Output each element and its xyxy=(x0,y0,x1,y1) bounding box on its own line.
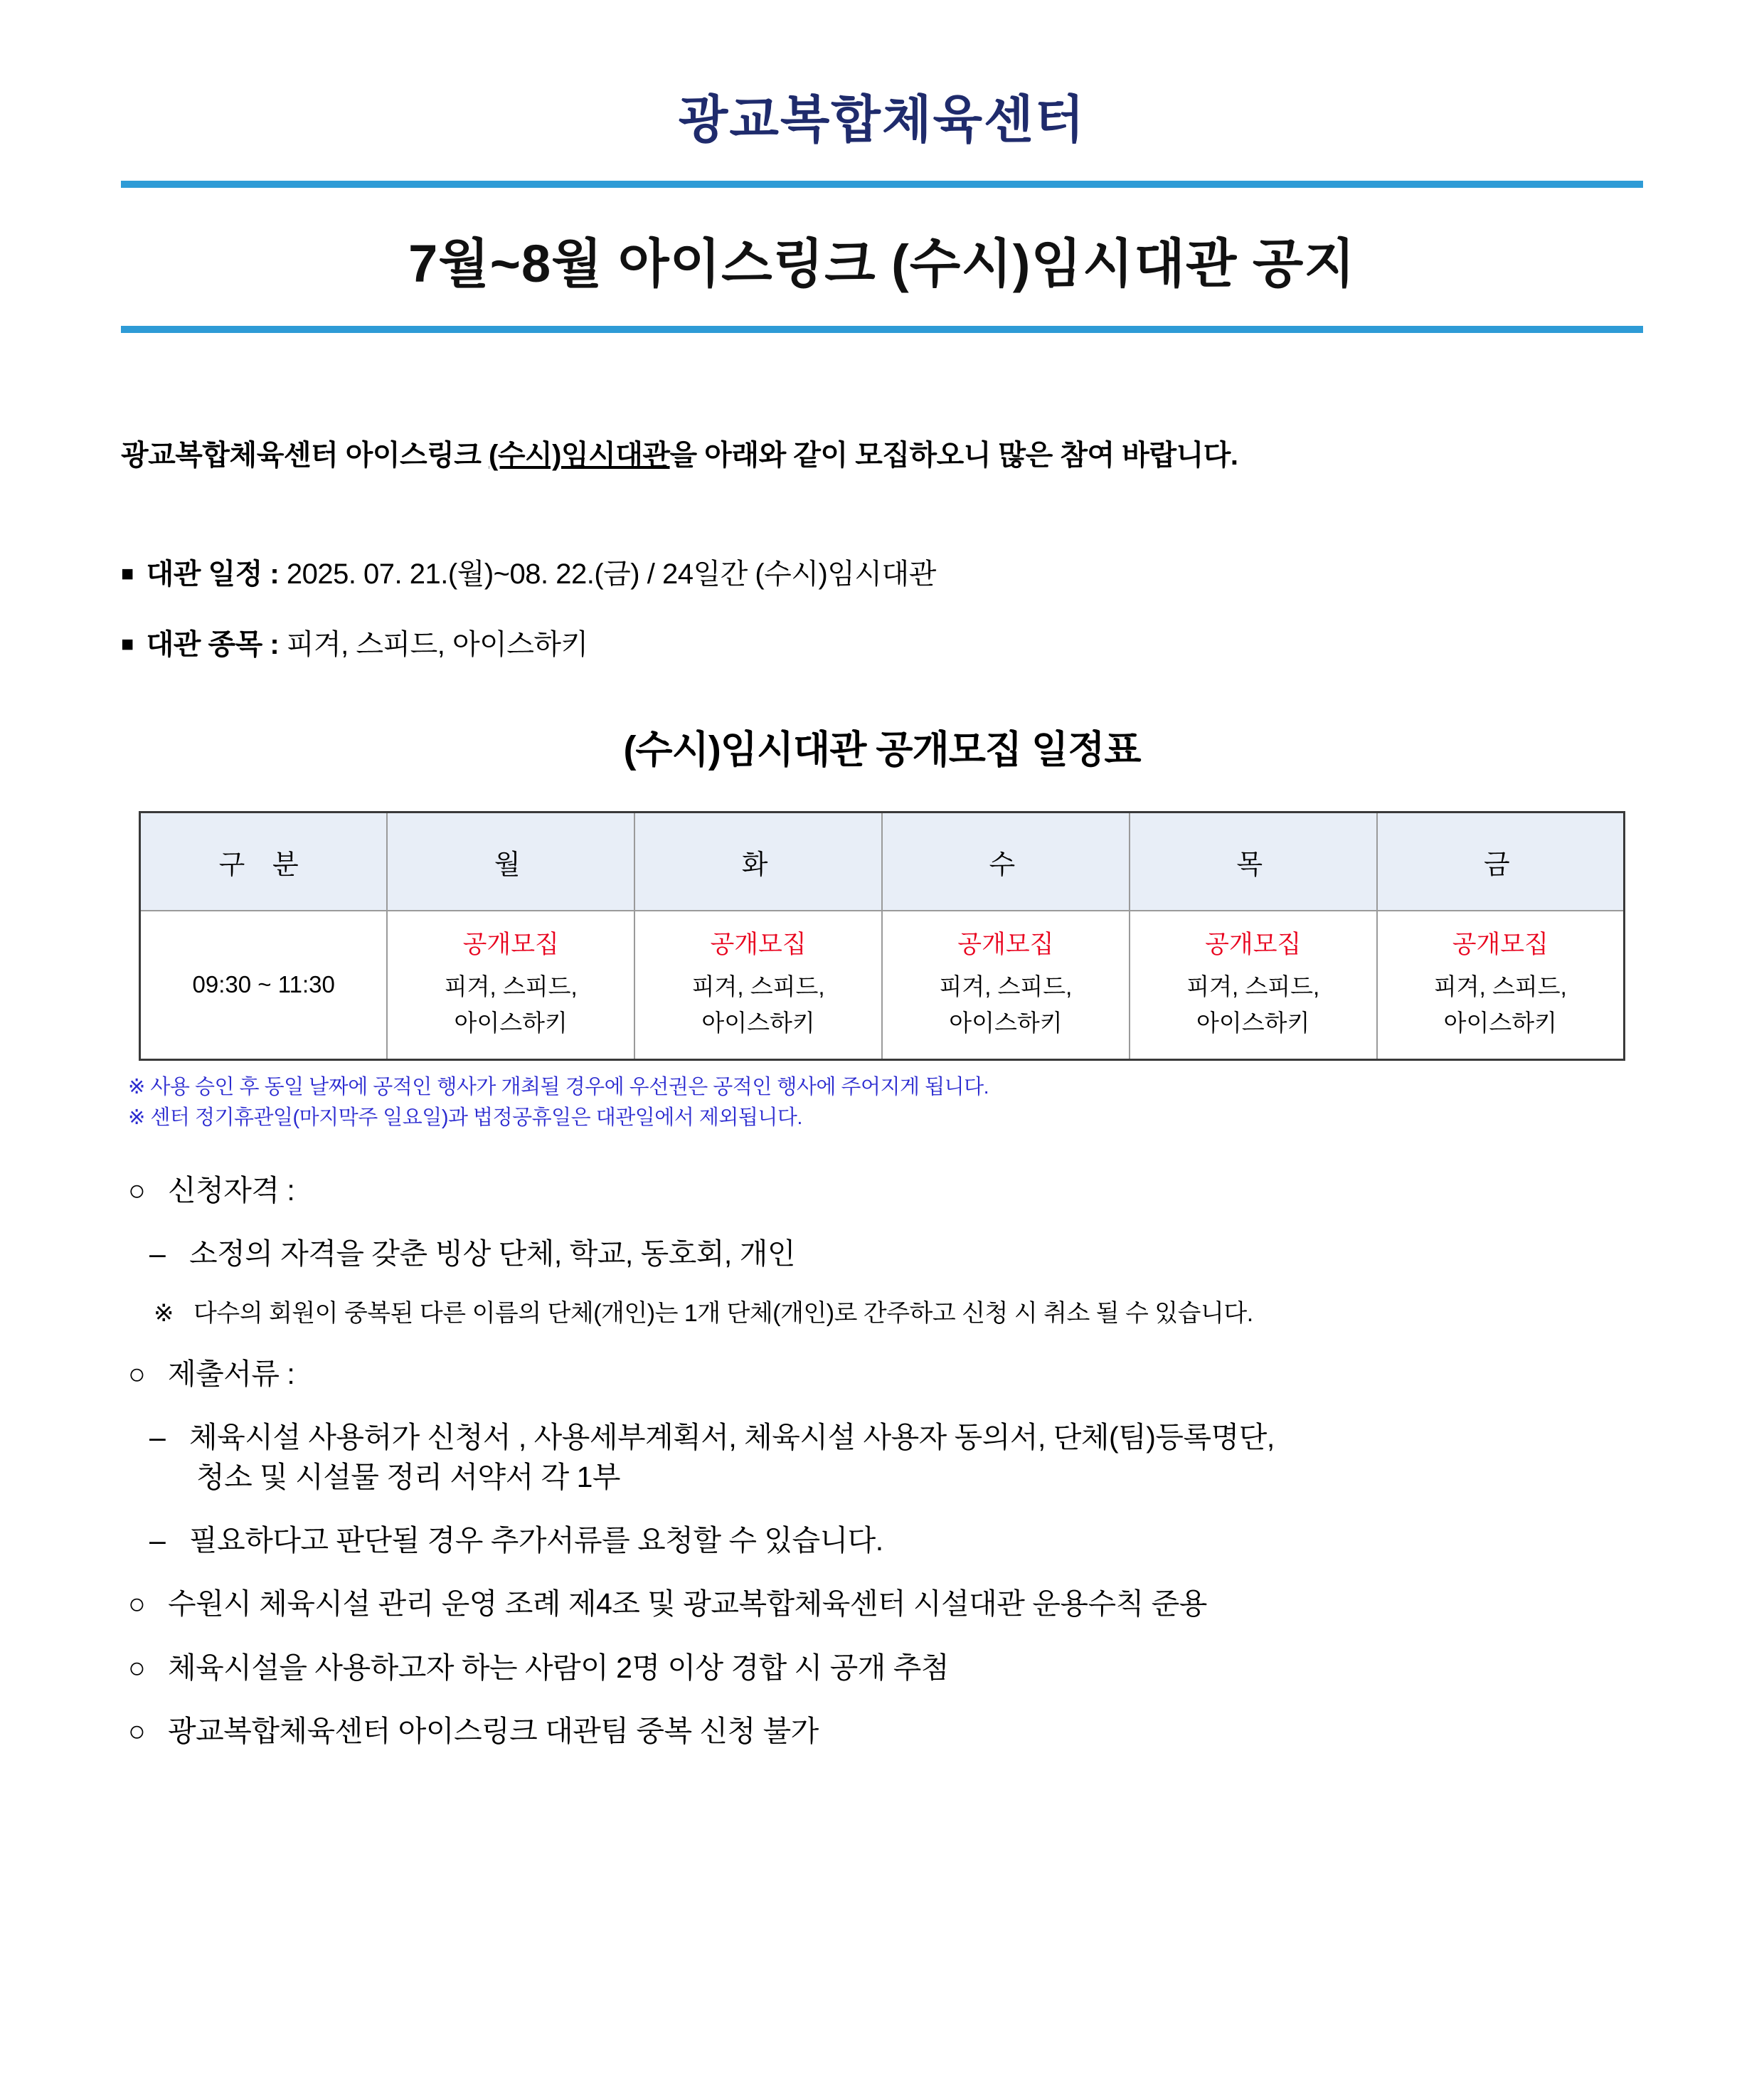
list-item-text: 신청자격 : xyxy=(168,1173,295,1207)
table-notes xyxy=(128,1072,1643,1134)
bullet-item-sports xyxy=(121,622,1643,662)
note-closed-days: ※ 센터 정기휴관일(마지막주 일요일)과 법정공휴일은 대관일에서 제외됩니다. xyxy=(128,1106,802,1130)
sports-line-1: 피겨, 스피드, xyxy=(691,973,825,1000)
list-item-duplicate-note xyxy=(121,1298,1643,1330)
sports-line-2: 아이스하키 xyxy=(701,1010,815,1037)
cell-mon xyxy=(387,911,634,1059)
list-item-lottery xyxy=(121,1648,1643,1688)
cell-time-slot: 09:30 ~ 11:30 xyxy=(140,911,388,1059)
square-bullet-icon: ■ xyxy=(121,632,134,656)
intro-text-before: 광교복합체육센터 아이스링크 xyxy=(121,440,489,471)
table-header-row xyxy=(140,812,1625,911)
title-rule-bottom xyxy=(121,326,1643,333)
list-item-no-duplicate-application xyxy=(121,1712,1643,1751)
recruit-label: 공개모집 xyxy=(1452,931,1548,958)
column-header-fri: 금 xyxy=(1377,812,1625,911)
bullet-item-schedule xyxy=(121,551,1643,592)
recruit-label: 공개모집 xyxy=(462,931,559,958)
circle-bullet-icon: ○ xyxy=(128,1587,146,1621)
terms-list xyxy=(121,1171,1643,1752)
column-header-wed: 수 xyxy=(882,812,1130,911)
intro-paragraph xyxy=(121,433,1643,473)
document-title: 7월~8월 아이스링크 (수시)임시대관 공지 xyxy=(408,234,1356,293)
bullet-label-sports: 대관 종목 : xyxy=(146,629,280,660)
cell-wed xyxy=(882,911,1130,1059)
sports-line-1: 피겨, 스피드, xyxy=(939,973,1073,1000)
list-item-text: 수원시 체육시설 관리 운영 조례 제4조 및 광교복합체육센터 시설대관 운용수칙 준용 xyxy=(168,1587,1207,1621)
list-item-documents-detail xyxy=(121,1418,1643,1497)
bullet-value-schedule: 2025. 07. 21.(월)~08. 22.(금) / 24일간 (수시)임시대관 xyxy=(279,559,936,590)
sports-line-2: 아이스하키 xyxy=(1196,1010,1310,1037)
list-item-text-continued: 청소 및 시설물 정리 서약서 각 1부 xyxy=(196,1460,621,1493)
asterisk-bullet-icon: ※ xyxy=(154,1300,174,1328)
dash-bullet-icon: – xyxy=(149,1524,166,1557)
list-item-eligibility-heading xyxy=(121,1171,1643,1210)
organization-title: 광교복합체육센터 xyxy=(678,92,1086,149)
column-header-category: 구 분 xyxy=(140,812,388,911)
recruit-label: 공개모집 xyxy=(710,931,807,958)
list-item-text: 다수의 회원이 중복된 다른 이름의 단체(개인)는 1개 단체(개인)로 간주하고 신청 시 취소 될 수 있습니다. xyxy=(193,1300,1253,1328)
recruit-label: 공개모집 xyxy=(957,931,1054,958)
list-item-text: 소정의 자격을 갖춘 빙상 단체, 학교, 동호회, 개인 xyxy=(189,1237,795,1270)
list-item-additional-documents xyxy=(121,1521,1643,1560)
column-header-mon: 월 xyxy=(387,812,634,911)
list-item-documents-heading xyxy=(121,1355,1643,1394)
circle-bullet-icon: ○ xyxy=(128,1651,146,1684)
list-item-text: 제출서류 : xyxy=(168,1357,295,1391)
dash-bullet-icon: – xyxy=(149,1237,166,1270)
title-rule-top xyxy=(121,181,1643,188)
sports-line-1: 피겨, 스피드, xyxy=(1433,973,1567,1000)
list-item-text: 광교복합체육센터 아이스링크 대관팀 중복 신청 불가 xyxy=(168,1715,819,1748)
sports-line-1: 피겨, 스피드, xyxy=(444,973,578,1000)
bullet-list xyxy=(121,551,1643,662)
sports-line-2: 아이스하키 xyxy=(454,1010,568,1037)
cell-fri xyxy=(1377,911,1625,1059)
column-header-tue: 화 xyxy=(634,812,882,911)
list-item-text: 체육시설을 사용하고자 하는 사람이 2명 이상 경합 시 공개 추첨 xyxy=(168,1651,949,1684)
dash-bullet-icon: – xyxy=(149,1421,166,1454)
schedule-table-heading: (수시)임시대관 공개모집 일정표 xyxy=(623,729,1141,771)
column-header-thu: 목 xyxy=(1130,812,1377,911)
cell-tue xyxy=(634,911,882,1059)
sports-line-1: 피겨, 스피드, xyxy=(1186,973,1320,1000)
note-priority: ※ 사용 승인 후 동일 날짜에 공적인 행사가 개최될 경우에 우선권은 공적인 행사에 주어지게 됩니다. xyxy=(128,1075,989,1099)
list-item-text: 체육시설 사용허가 신청서 , 사용세부계획서, 체육시설 사용자 동의서, 단체(팀)등록명단, xyxy=(189,1421,1275,1454)
list-item-eligibility-detail xyxy=(121,1234,1643,1274)
bullet-label-schedule: 대관 일정 : xyxy=(146,559,280,590)
circle-bullet-icon: ○ xyxy=(128,1173,146,1207)
intro-text-after: 을 아래와 같이 모집하오니 많은 참여 바랍니다. xyxy=(669,440,1238,471)
sports-line-2: 아이스하키 xyxy=(1443,1010,1558,1037)
bullet-value-sports: 피겨, 스피드, 아이스하키 xyxy=(279,629,588,660)
list-item-ordinance xyxy=(121,1584,1643,1624)
recruit-label: 공개모집 xyxy=(1205,931,1302,958)
sports-line-2: 아이스하키 xyxy=(949,1010,1063,1037)
table-row xyxy=(140,911,1625,1059)
intro-text-underlined: (수시)임시대관 xyxy=(489,440,670,471)
square-bullet-icon: ■ xyxy=(121,562,134,586)
circle-bullet-icon: ○ xyxy=(128,1357,146,1391)
cell-thu xyxy=(1130,911,1377,1059)
schedule-table xyxy=(139,811,1625,1061)
circle-bullet-icon: ○ xyxy=(128,1715,146,1748)
list-item-text: 필요하다고 판단될 경우 추가서류를 요청할 수 있습니다. xyxy=(189,1524,883,1557)
